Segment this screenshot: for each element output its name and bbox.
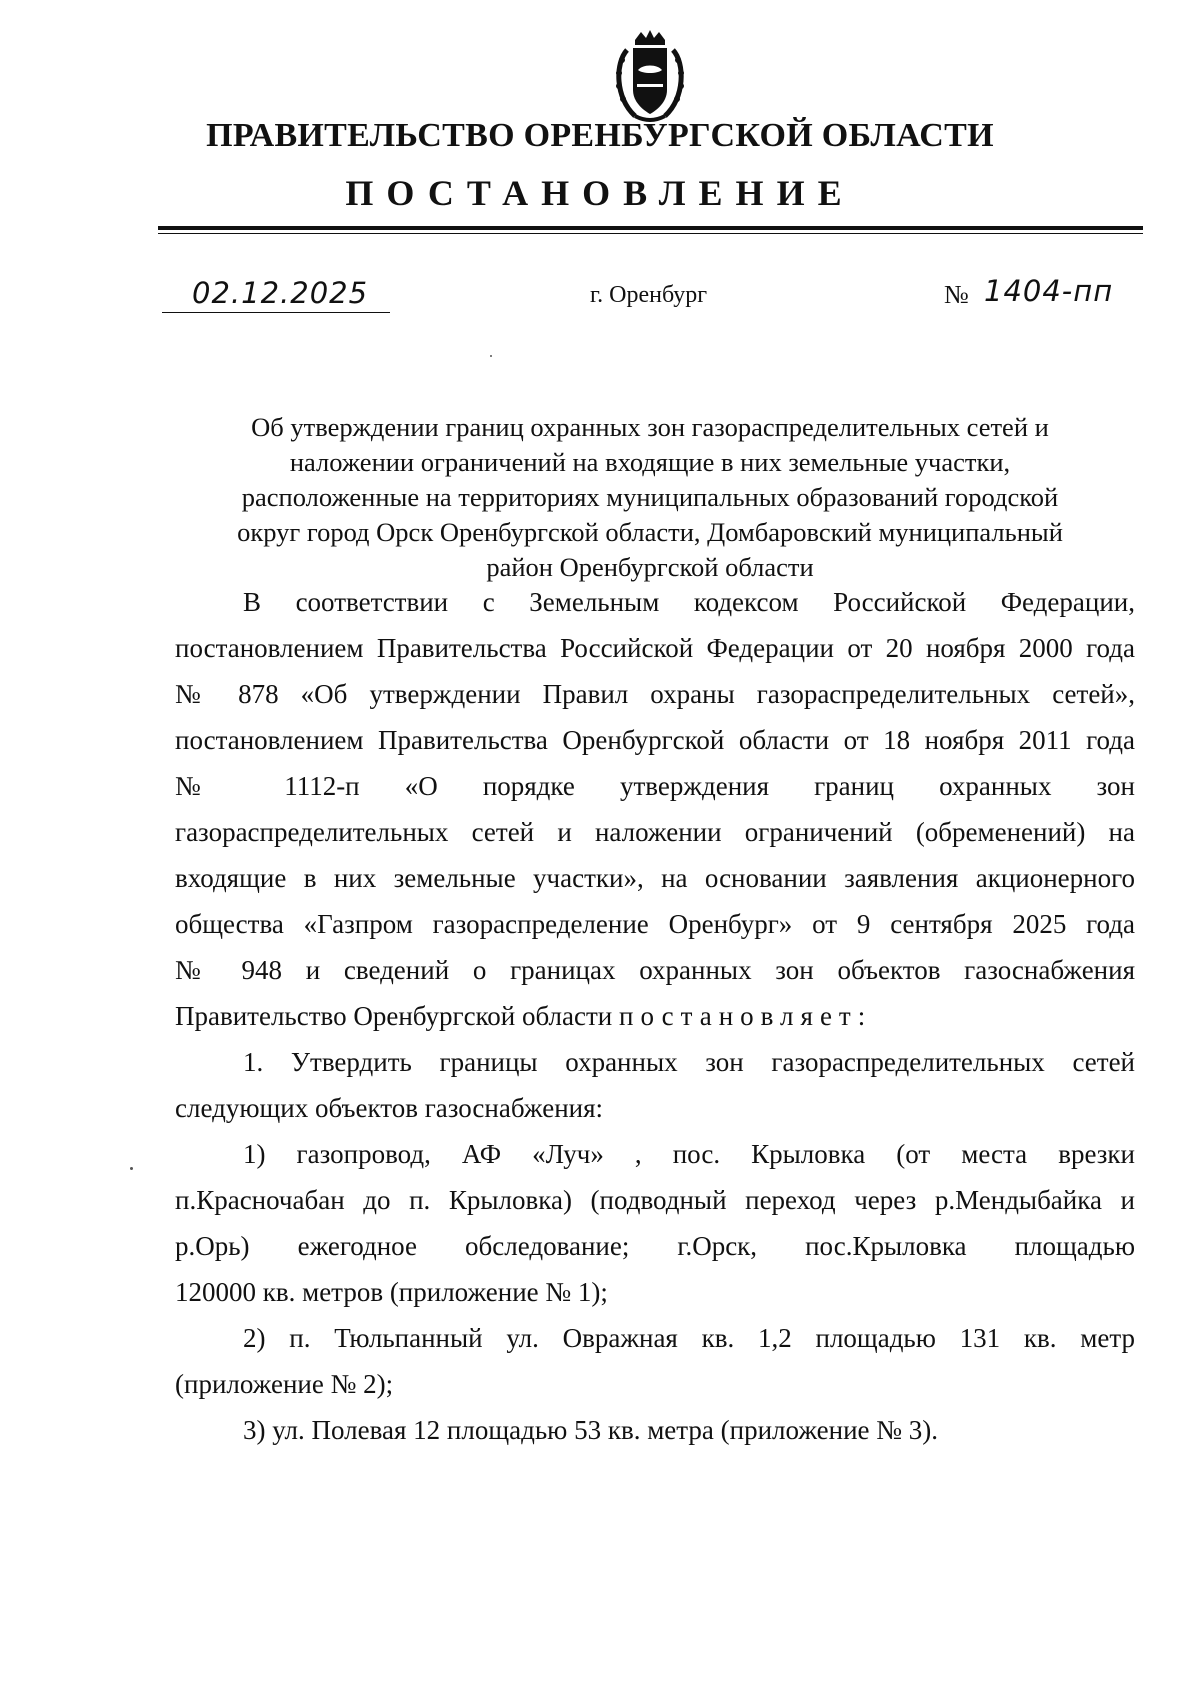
body-line: р.Орь) ежегодное обследование; г.Орск, пос.Крыловка площадью xyxy=(175,1231,1135,1261)
resolution-word: постановляет: xyxy=(619,1001,873,1031)
body-line: № 878 «Об утверждении Правил охраны газораспределительных сетей», xyxy=(175,679,1135,709)
body-line: № 1112-п «О порядке утверждения границ охранных зон xyxy=(175,771,1135,801)
subject-line: район Оренбургской области xyxy=(486,552,814,582)
body-line: входящие в них земельные участки», на основании заявления акционерного xyxy=(175,863,1135,893)
subject-line: округ город Орск Оренбургской области, Домбаровский муниципальный xyxy=(237,517,1063,547)
number-sign: № xyxy=(944,280,969,309)
document-number: 1404-пп xyxy=(984,274,1114,308)
body-line: газораспределительных сетей и наложении ограничений (обременений) на xyxy=(175,817,1135,847)
body-line: № 948 и сведений о границах охранных зон объектов газоснабжения xyxy=(175,955,1135,985)
scan-speck xyxy=(130,1167,133,1170)
coat-of-arms-emblem xyxy=(605,28,695,128)
document-subject xyxy=(180,410,1120,585)
subject-line: наложении ограничений на входящие в них земельные участки, xyxy=(289,447,1011,477)
body-line xyxy=(175,998,872,1034)
body-line: 120000 кв. метров (приложение № 1); xyxy=(175,1277,608,1307)
scan-speck xyxy=(490,355,492,357)
body-line: 2) п. Тюльпанный ул. Овражная кв. 1,2 площадью 131 кв. метр xyxy=(243,1323,1135,1353)
date-underline xyxy=(162,312,390,313)
document-date: 02.12.2025 xyxy=(192,276,369,310)
body-line: следующих объектов газоснабжения: xyxy=(175,1093,604,1123)
body-line: общества «Газпром газораспределение Оренбург» от 9 сентября 2025 года xyxy=(175,909,1135,939)
body-line: В соответствии с Земельным кодексом Российской Федерации, xyxy=(243,587,1135,617)
body-line: п.Красночабан до п. Крыловка) (подводный переход через р.Мендыбайка и xyxy=(175,1185,1135,1215)
body-line-text: Правительство Оренбургской области xyxy=(175,1001,613,1031)
subject-line: расположенные на территориях муниципальных образований городской xyxy=(241,482,1059,512)
body-line: постановлением Правительства Российской Федерации от 20 ноября 2000 года xyxy=(175,633,1135,663)
body-line: постановлением Правительства Оренбургской области от 18 ноября 2011 года xyxy=(175,725,1135,755)
body-line: 1) газопровод, АФ «Луч» , пос. Крыловка (от места врезки xyxy=(243,1139,1135,1169)
header-rule-thick xyxy=(158,226,1143,230)
document-type-heading: ПОСТАНОВЛЕНИЕ xyxy=(345,173,855,213)
government-title: ПРАВИТЕЛЬСТВО ОРЕНБУРГСКОЙ ОБЛАСТИ xyxy=(206,117,994,154)
body-line: 1. Утвердить границы охранных зон газораспределительных сетей xyxy=(243,1047,1135,1077)
body-line: (приложение № 2); xyxy=(175,1369,394,1399)
subject-line: Об утверждении границ охранных зон газораспределительных сетей и xyxy=(251,412,1049,442)
document-city: г. Оренбург xyxy=(590,282,708,308)
body-line: 3) ул. Полевая 12 площадью 53 кв. метра (приложение № 3). xyxy=(243,1415,938,1445)
header-rule-thin xyxy=(158,233,1143,234)
